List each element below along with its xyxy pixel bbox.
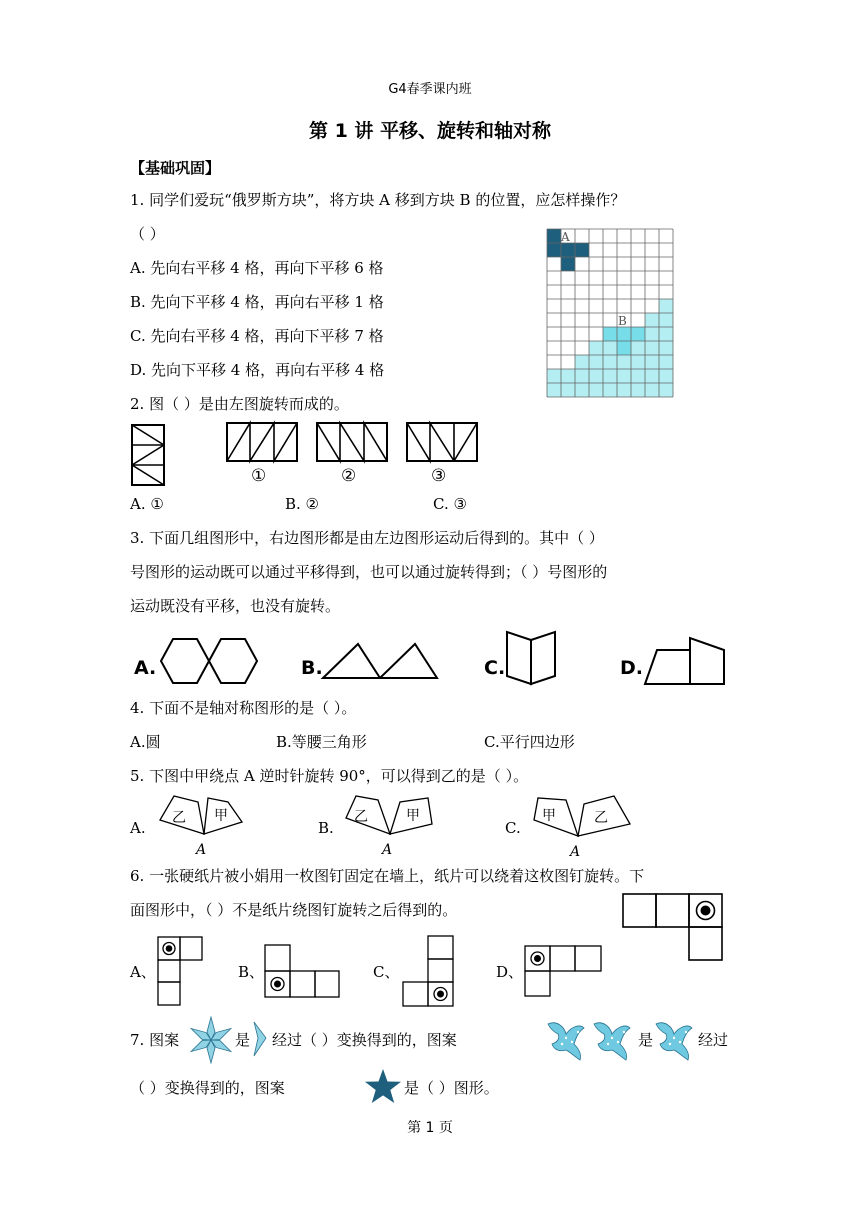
q2-source-figure (131, 424, 165, 486)
q1-blank: （ ） (130, 225, 165, 243)
q6-figure-c (402, 935, 454, 1007)
q5-a-point: A (196, 842, 207, 858)
q1-option-d: D. 先向下平移 4 格，再向右平移 4 格 (130, 361, 385, 379)
q3-line-2: 号图形的运动既可以通过平移得到，也可以通过旋转得到；（ ）号图形的 (130, 563, 608, 581)
section-heading: 【基础巩固】 (130, 159, 221, 177)
q5-option-c: C. (505, 819, 521, 837)
q5-option-b: B. (318, 819, 334, 837)
q7-petal-icon (252, 1020, 268, 1058)
q1-stem: 1. 同学们爱玩“俄罗斯方块”，将方块 A 移到方块 B 的位置，应怎样操作？ (130, 191, 626, 209)
q3-figure-c-book (505, 630, 557, 686)
q7-text-6: （ ）变换得到的，图案 (130, 1079, 285, 1097)
q2-option-a: A. ① (130, 495, 164, 513)
q7-text-5: 经过 (698, 1031, 729, 1049)
q2-option-c: C. ③ (433, 495, 467, 513)
q4-stem: 4. 下面不是轴对称图形的是（ ）。 (130, 699, 357, 717)
q7-pinwheel-icon (189, 1016, 233, 1064)
q6-line-1: 6. 一张硬纸片被小娟用一枚图钉固定在墙上，纸片可以绕着这枚图钉旋转。下 (130, 867, 645, 885)
q1-option-b: B. 先向下平移 4 格，再向右平移 1 格 (130, 293, 384, 311)
q5-c-point: A (570, 844, 581, 860)
q3-figure-a-hexagons (160, 638, 258, 684)
q5-b-point: A (382, 842, 393, 858)
q4-option-a: A.圆 (130, 733, 161, 751)
q2-label-3: ③ (431, 466, 447, 486)
q7-star-icon (364, 1068, 402, 1106)
q3-label-a: A. (134, 657, 157, 679)
q6-reference-card (622, 893, 724, 961)
q7-text-2: 是 (235, 1031, 251, 1049)
q5-a-jia: 甲 (214, 808, 228, 824)
q2-label-1: ① (251, 466, 267, 486)
q3-line-3: 运动既没有平移，也没有旋转。 (130, 597, 341, 615)
q5-c-yi: 乙 (594, 810, 608, 826)
q2-choice-2-figure (316, 422, 388, 462)
q5-b-yi: 乙 (354, 809, 368, 825)
q7-text-4: 是 (638, 1031, 654, 1049)
q2-choice-3-figure (406, 422, 478, 462)
q2-option-b: B. ② (285, 495, 320, 513)
q3-label-c: C. (484, 657, 506, 679)
q4-option-b: B.等腰三角形 (276, 733, 367, 751)
q7-text-3: 经过（ ）变换得到的，图案 (272, 1031, 457, 1049)
q1-grid-label-a: A (561, 230, 570, 244)
q3-label-b: B. (301, 657, 323, 679)
q5-figure-c (530, 794, 634, 860)
q6-figure-d (524, 945, 602, 997)
q2-choice-1-figure (226, 422, 298, 462)
q3-figure-d-shapes (644, 636, 726, 686)
q3-line-1: 3. 下面几组图形中，右边图形都是由左边图形运动后得到的。其中（ ） (130, 529, 604, 547)
course-header: G4春季课内班 (388, 82, 472, 97)
q6-figure-b (264, 944, 340, 998)
q1-option-a: A. 先向右平移 4 格，再向下平移 6 格 (130, 259, 384, 277)
q1-water-region (547, 299, 673, 397)
q5-stem: 5. 下图中甲绕点 A 逆时针旋转 90°，可以得到乙的是（ ）。 (130, 767, 529, 785)
q6-line-2: 面图形中，（ ）不是纸片绕图钉旋转之后得到的。 (130, 901, 458, 919)
q7-text-1: 7. 图案 (130, 1031, 180, 1049)
q5-a-yi: 乙 (172, 810, 186, 826)
q1-grid-label-b: B (618, 314, 627, 328)
q6-option-c: C、 (373, 963, 400, 981)
q3-figure-b-triangles (322, 642, 438, 680)
q7-bird-pair-icon (544, 1016, 636, 1064)
q2-stem: 2. 图（ ）是由左图旋转而成的。 (130, 395, 349, 413)
q1-tetris-grid (547, 229, 673, 397)
q1-option-c: C. 先向右平移 4 格，再向下平移 7 格 (130, 327, 384, 345)
page-number: 第 1 页 (407, 1120, 453, 1136)
q7-bird-icon (654, 1018, 696, 1062)
q6-figure-a (157, 936, 203, 1006)
q6-option-d: D、 (496, 963, 524, 981)
q4-option-c: C.平行四边形 (484, 733, 575, 751)
q6-option-a: A、 (130, 963, 156, 981)
q6-option-b: B、 (238, 963, 265, 981)
page-title: 第 1 讲 平移、旋转和轴对称 (308, 120, 552, 142)
q7-text-7: 是（ ）图形。 (404, 1079, 499, 1097)
q5-option-a: A. (130, 819, 146, 837)
q5-figure-b (340, 794, 436, 856)
q5-figure-a (156, 794, 246, 856)
q2-label-2: ② (341, 466, 357, 486)
q5-b-jia: 甲 (406, 808, 420, 824)
q3-label-d: D. (620, 657, 643, 679)
q5-c-jia: 甲 (542, 808, 556, 824)
